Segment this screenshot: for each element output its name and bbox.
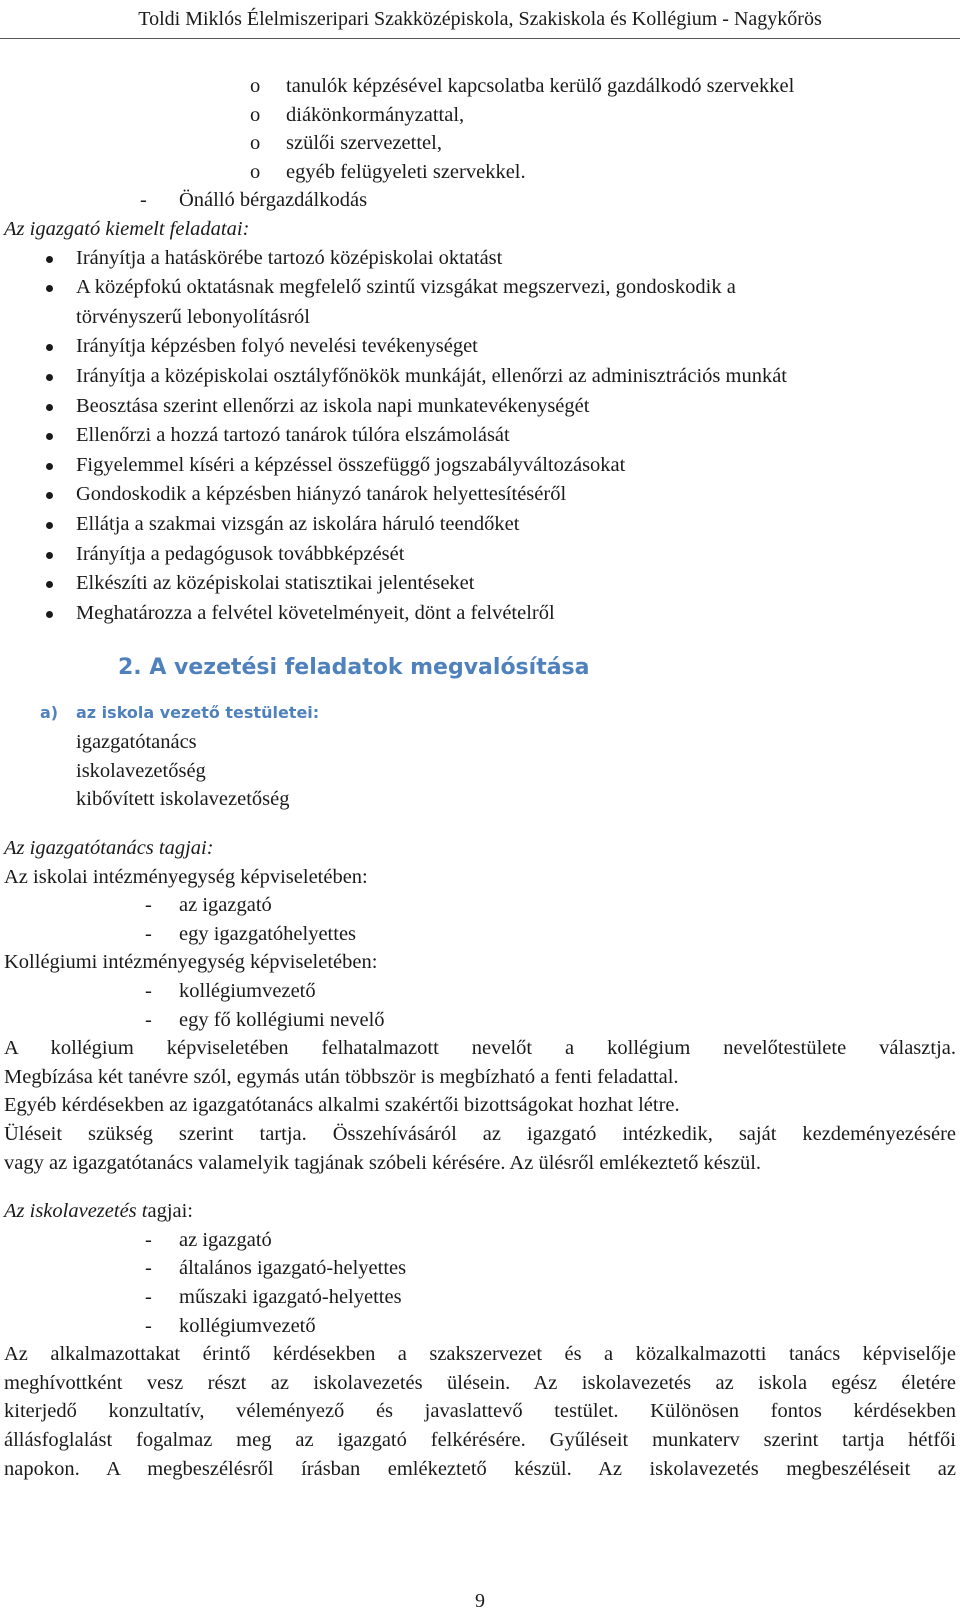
list-item [4, 1226, 956, 1255]
list-item [4, 332, 956, 362]
list-item [4, 451, 956, 481]
list-item: igazgatótanács [76, 731, 197, 754]
list-item-text: Irányítja képzésben folyó nevelési tevékenységet [76, 335, 478, 358]
bullet-icon [46, 374, 53, 381]
paragraph-line: Az alkalmazottakat érintő kérdésekben a szakszervezet és a közalkalmazotti tanács képviselője [4, 1343, 956, 1366]
list-item-text: kollégiumvezető [179, 1314, 316, 1337]
management-heading-rest: agjai: [147, 1200, 194, 1223]
list-item-text: általános igazgató-helyettes [179, 1257, 407, 1280]
list-item-text: egyéb felügyeleti szervekkel. [286, 160, 526, 183]
management-paragraph [4, 1340, 956, 1483]
list-marker: - [145, 1314, 152, 1337]
list-item-text: Önálló bérgazdálkodás [179, 189, 368, 212]
list-item [4, 891, 956, 920]
list-marker: o [250, 160, 261, 183]
subsection-heading [4, 698, 956, 728]
list-item-text: Ellenőrzi a hozzá tartozó tanárok túlóra elszámolását [76, 424, 510, 447]
list-item-text: műszaki igazgató-helyettes [179, 1285, 402, 1308]
list-item [4, 599, 956, 629]
list-item-text: tanulók képzésével kapcsolatba kerülő gazdálkodó szervekkel [286, 75, 795, 97]
document-body [4, 72, 956, 1483]
paragraph-line: Egyéb kérdésekben az igazgatótanács alkalmi szakértői bizottságokat hozhat létre. [4, 1094, 680, 1117]
list-item [4, 158, 956, 187]
list-item [4, 569, 956, 599]
paragraph-line: kiterjedő konzultatív, véleményező és javaslattevő testület. Különösen fontos kérdésekben [4, 1400, 956, 1423]
paragraph-line: napokon. A megbeszélésről írásban emlékeztető készül. Az iskolavezetés megbeszéléseit az [4, 1457, 956, 1480]
paragraph-line: vagy az igazgatótanács valamelyik tagjának szóbeli kérésére. Az ülésről emlékeztető készül. [4, 1151, 762, 1174]
list-item-text: Irányítja a hatáskörébe tartozó középiskolai oktatást [76, 246, 503, 269]
list-item [4, 1254, 956, 1283]
list-item-text: Beosztása szerint ellenőrzi az iskola napi munkatevékenységét [76, 394, 590, 417]
list-item [4, 1283, 956, 1312]
list-item-text: diákönkormányzattal, [286, 103, 465, 126]
list-item-text: Gondoskodik a képzésben hiányzó tanárok helyettesítéséről [76, 483, 567, 506]
tasks-list [4, 244, 956, 629]
page-number: 9 [475, 1590, 485, 1612]
list-item-text: szülői szervezettel, [286, 132, 442, 155]
list-item-text: Ellátja a szakmai vizsgán az iskolára háruló teendőket [76, 512, 520, 535]
paragraph-line: Megbízása két tanévre szól, egymás után többször is megbízható a fenti feladattal. [4, 1065, 679, 1088]
list-item-text: Irányítja a középiskolai osztályfőnökök munkáját, ellenőrzi az adminisztrációs munkát [76, 364, 788, 387]
list-item [4, 101, 956, 130]
bullet-icon [46, 463, 53, 470]
bullet-icon [46, 344, 53, 351]
list-item [4, 977, 956, 1006]
subsection-marker: a) [40, 703, 59, 723]
list-marker: - [145, 922, 152, 945]
bullet-icon [46, 404, 53, 411]
list-item [4, 480, 956, 510]
list-item-text: egy igazgatóhelyettes [179, 922, 357, 945]
list-marker: - [145, 894, 152, 917]
list-item [4, 129, 956, 158]
council-heading: Az igazgatótanács tagjai: [4, 837, 214, 860]
list-item [4, 1006, 956, 1035]
list-item-text: kollégiumvezető [179, 980, 316, 1003]
council-college-rep: Kollégiumi intézményegység képviseletében: [4, 951, 378, 974]
list-item-text: Irányítja a pedagógusok továbbképzését [76, 542, 405, 565]
list-item [4, 510, 956, 540]
list-item [4, 273, 956, 332]
paragraph-line: meghívottként vesz részt az iskolavezetés ülésein. Az iskolavezetés az iskola egész életére [4, 1371, 956, 1394]
section-title: 2. A vezetési feladatok megvalósítása [118, 655, 590, 681]
list-marker: - [145, 1257, 152, 1280]
list-marker: - [145, 980, 152, 1003]
list-item-text: A középfokú oktatásnak megfelelő szintű vizsgákat megszervezi, gondoskodik a [76, 276, 736, 299]
bullet-icon [46, 581, 53, 588]
page-header: Toldi Miklós Élelmiszeripari Szakközépiskola, Szakiskola és Kollégium - Nagykőrös [0, 0, 960, 39]
sub-list [4, 72, 956, 186]
list-item-text: Meghatározza a felvétel követelményeit, dönt a felvételről [76, 601, 555, 624]
bullet-icon [46, 611, 53, 618]
subsection-title: az iskola vezető testületei: [76, 703, 320, 723]
list-item-text: egy fő kollégiumi nevelő [179, 1008, 385, 1031]
list-item [4, 920, 956, 949]
list-item: kibővített iskolavezetőség [76, 788, 290, 811]
bullet-icon [46, 492, 53, 499]
list-item-text: Figyelemmel kíséri a képzéssel összefüggő jogszabályváltozásokat [76, 453, 626, 476]
list-item [4, 186, 956, 215]
bullet-icon [46, 552, 53, 559]
list-marker: o [250, 103, 261, 126]
list-item [4, 540, 956, 570]
list-marker: - [145, 1008, 152, 1031]
tasks-heading: Az igazgató kiemelt feladatai: [4, 217, 250, 240]
bullet-icon [46, 433, 53, 440]
council-paragraph [4, 1034, 956, 1177]
list-item [4, 1312, 956, 1341]
list-marker: o [250, 132, 261, 155]
paragraph-line: Üléseit szükség szerint tartja. Összehívásáról az igazgató intézkedik, saját kezdeményezésére [4, 1123, 956, 1145]
list-item-text: Elkészíti az középiskolai statisztikai jelentéseket [76, 572, 475, 595]
list-item [4, 392, 956, 422]
list-item [4, 72, 956, 101]
paragraph-line: A kollégium képviseletében felhatalmazott nevelőt a kollégium nevelőtestülete választja. [4, 1037, 956, 1060]
list-item [4, 362, 956, 392]
council-school-rep: Az iskolai intézményegység képviseletében: [4, 865, 368, 888]
list-marker: - [145, 1285, 152, 1308]
list-item [4, 244, 956, 274]
bullet-icon [46, 522, 53, 529]
list-item: iskolavezetőség [76, 759, 206, 782]
bullet-icon [46, 285, 53, 292]
bodies-list [4, 728, 956, 814]
list-item [4, 421, 956, 451]
management-heading-italic: Az iskolavezetés t [4, 1200, 148, 1223]
paragraph-line: állásfoglalást fogalmaz meg az igazgató felkérésére. Gyűléseit munkaterv szerint tartja hétfői [4, 1428, 956, 1451]
list-item-text-continued: törvényszerű lebonyolításról [76, 305, 310, 328]
list-item-text: az igazgató [179, 1228, 272, 1251]
list-marker: - [140, 189, 147, 212]
list-marker: o [250, 75, 261, 97]
list-item-text: az igazgató [179, 894, 272, 917]
list-marker: - [145, 1228, 152, 1251]
bullet-icon [46, 256, 53, 263]
management-heading [4, 1197, 956, 1226]
